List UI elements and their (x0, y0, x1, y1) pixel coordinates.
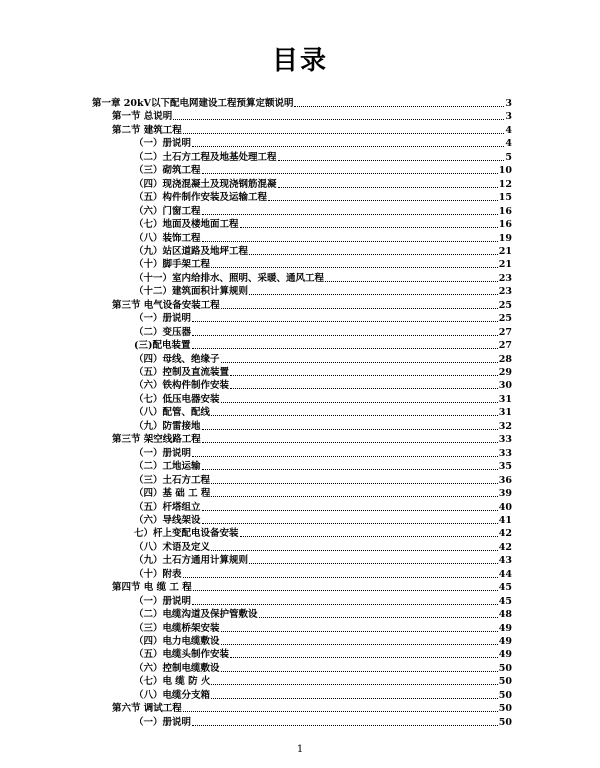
toc-entry-label: （八）配管、配线 (134, 407, 211, 419)
dot-leader (192, 335, 498, 336)
toc-entry-page: 21 (498, 259, 512, 271)
toc-entry[interactable] (134, 245, 512, 258)
toc-entry[interactable] (134, 595, 512, 608)
toc-entry-label: （五）控制及直流装置 (134, 367, 230, 378)
toc-entry[interactable] (112, 702, 512, 715)
toc-entry-page: 23 (498, 272, 512, 284)
toc-entry-label: （九）站区道路及地坪工程 (134, 245, 249, 257)
dot-leader (211, 483, 498, 484)
toc-entry-page: 41 (498, 514, 512, 526)
toc-entry[interactable] (134, 191, 512, 204)
dot-leader (183, 711, 498, 712)
dot-leader (211, 415, 498, 416)
toc-entry[interactable] (134, 541, 512, 554)
dot-leader (202, 523, 498, 524)
dot-leader (192, 348, 498, 349)
toc-entry-label: (三)配电装置 (134, 340, 191, 352)
dot-leader (221, 631, 498, 632)
toc-entry-label: 第六节 调试工程 (112, 703, 182, 715)
toc-entry-label: （七）电 缆 防 火 (134, 676, 211, 688)
dot-leader (183, 133, 505, 134)
toc-entry-page: 27 (498, 326, 512, 338)
toc-entry-page: 35 (498, 461, 512, 473)
toc-entry-label: （一）册说明 (134, 447, 192, 459)
dot-leader (211, 550, 498, 551)
dot-leader (202, 173, 498, 174)
dot-leader (249, 294, 498, 295)
dot-leader (183, 577, 498, 578)
toc-entry[interactable] (92, 97, 512, 110)
toc-entry-label: （五）电缆头制作安装 (134, 649, 230, 661)
toc-entry-page: 3 (505, 111, 512, 123)
toc-entry-label: （十一）室内给排水、照明、采暖、通风工程 (134, 272, 325, 284)
toc-entry-page: 15 (498, 192, 512, 204)
dot-leader (249, 254, 498, 255)
toc-entry[interactable] (112, 299, 512, 312)
toc-entry-page: 33 (498, 434, 512, 446)
dot-leader (221, 671, 498, 672)
toc-entry-page: 40 (498, 501, 512, 513)
toc-entry-page: 29 (498, 367, 512, 378)
dot-leader (211, 684, 497, 685)
toc-entry-label: （四）电力电缆敷设 (134, 636, 220, 647)
toc-entry-page: 31 (498, 393, 512, 405)
toc-entry-label: （九）防雷接地 (134, 420, 201, 432)
toc-entry-label: 第二节 建筑工程 (112, 124, 182, 136)
toc-entry[interactable] (134, 272, 512, 285)
toc-entry-page: 43 (498, 555, 512, 567)
toc-entry-label: （九）土石方通用计算规则 (134, 555, 249, 567)
toc-entry[interactable] (134, 568, 512, 581)
dot-leader (192, 456, 498, 457)
toc-entry-label: （三）砌筑工程 (134, 165, 201, 177)
dot-leader (240, 536, 498, 537)
toc-entry[interactable] (134, 689, 512, 702)
toc-entry-label: （六）门窗工程 (134, 205, 201, 217)
toc-entry-page: 49 (498, 622, 512, 634)
toc-entry-label: （三）电缆桥架安装 (134, 622, 220, 634)
toc-entry-label: （一）册说明 (134, 595, 192, 607)
toc-entry[interactable] (134, 285, 512, 298)
toc-entry-page: 19 (498, 232, 512, 244)
toc-entry[interactable] (134, 420, 512, 433)
toc-entry-label: （二）工地运输 (134, 461, 201, 473)
toc-entry[interactable] (134, 501, 512, 514)
dot-leader (202, 241, 498, 242)
toc-entry-page: 16 (498, 205, 512, 217)
toc-entry-label: （八）术语及定义 (134, 541, 211, 553)
toc-entry-label: （二）土石方工程及地基处理工程 (134, 151, 277, 163)
toc-entry-label: （五）杆塔组立 (134, 501, 201, 513)
toc-entry[interactable] (134, 258, 512, 271)
toc-entry-page: 23 (498, 286, 512, 298)
toc-entry-label: （七）低压电器安装 (134, 393, 220, 405)
toc-entry-page: 50 (498, 662, 512, 674)
dot-leader (192, 725, 498, 726)
toc-entry[interactable] (134, 447, 512, 460)
toc-entry-page: 42 (498, 528, 512, 540)
toc-entry[interactable] (134, 178, 512, 191)
toc-entry[interactable] (134, 608, 512, 621)
toc-entry[interactable] (134, 648, 512, 661)
page-number: 1 (296, 744, 304, 755)
toc-entry-label: （五）构件制作安装及运输工程 (134, 192, 268, 204)
toc-entry-page: 12 (498, 178, 512, 190)
toc-entry-page: 25 (498, 313, 512, 325)
toc-entry-label: （六）铁构件制作安装 (134, 380, 230, 392)
toc-entry[interactable] (134, 205, 512, 218)
dot-leader (221, 402, 498, 403)
toc-entry-page: 44 (498, 568, 512, 580)
toc-entry-label: （一）册说明 (134, 138, 192, 150)
toc-entry-label: 第三节 架空线路工程 (112, 434, 201, 446)
toc-entry[interactable] (134, 339, 512, 352)
toc-entry[interactable] (134, 514, 512, 527)
toc-entry[interactable] (134, 326, 512, 339)
toc-entry-page: 21 (498, 245, 512, 257)
toc-entry[interactable] (112, 124, 512, 137)
toc-entry-page: 4 (505, 124, 512, 136)
toc-entry[interactable] (134, 164, 512, 177)
dot-leader (192, 146, 504, 147)
toc-entry-page: 10 (498, 165, 512, 177)
toc-entry-page: 31 (498, 407, 512, 419)
toc-entry-page: 3 (505, 98, 512, 109)
toc-entry-page: 48 (498, 609, 512, 621)
dot-leader (221, 362, 498, 363)
toc-entry-label: （十）脚手架工程 (134, 259, 211, 271)
toc-entry-page: 4 (505, 138, 512, 150)
toc-entry[interactable] (134, 353, 512, 366)
toc-entry-label: 第一章 20kV以下配电网建设工程预算定额说明 (92, 98, 294, 109)
toc-entry-label: （十）附表 (134, 568, 182, 580)
toc-entry[interactable] (134, 460, 512, 473)
toc-entry-label: （四）现浇混凝土及现浇钢筋混凝 (134, 178, 277, 190)
toc-entry[interactable] (134, 554, 512, 567)
toc-entry[interactable] (134, 675, 512, 688)
toc-entry-page: 45 (498, 595, 512, 607)
toc-entry-page: 45 (498, 582, 512, 594)
toc-entry[interactable] (134, 716, 512, 729)
toc-entry-label: （八）电缆分支箱 (134, 689, 211, 701)
toc-entry-label: （二）电缆沟道及保护管敷设 (134, 609, 258, 621)
toc-entry[interactable] (134, 366, 512, 379)
toc-entry[interactable] (134, 393, 512, 406)
toc-entry[interactable] (134, 151, 512, 164)
dot-leader (294, 106, 504, 107)
dot-leader (221, 308, 498, 309)
dot-leader (278, 187, 498, 188)
toc-entry-page: 28 (498, 353, 512, 365)
toc-entry-page: 50 (498, 676, 512, 688)
toc-entry[interactable] (112, 110, 512, 123)
dot-leader (193, 590, 498, 591)
toc-entry[interactable] (134, 218, 512, 231)
toc-entry-label: （六）控制电缆敷设 (134, 662, 220, 674)
toc-entry-page: 49 (498, 649, 512, 661)
toc-entry-label: （六）导线架设 (134, 514, 201, 526)
toc-entry-page: 39 (498, 488, 512, 500)
toc-entry-page: 50 (498, 716, 512, 728)
toc-entry[interactable] (134, 137, 512, 150)
toc-entry-page: 50 (498, 703, 512, 715)
toc-entry[interactable] (134, 527, 512, 540)
dot-leader (268, 200, 498, 201)
toc-entry[interactable] (112, 433, 512, 446)
toc-entry[interactable] (134, 622, 512, 635)
toc-entry-page: 36 (498, 474, 512, 486)
toc-entry[interactable] (134, 474, 512, 487)
toc-entry-label: （四）母线、绝缘子 (134, 353, 220, 365)
dot-leader (221, 644, 498, 645)
dot-leader (192, 321, 498, 322)
toc-entry-page: 16 (498, 219, 512, 231)
toc-entry-page: 27 (498, 340, 512, 352)
toc-entry[interactable] (134, 406, 512, 419)
dot-leader (230, 388, 498, 389)
toc-entry[interactable] (134, 379, 512, 392)
toc-entry-page: 25 (498, 299, 512, 311)
toc-entry[interactable] (134, 232, 512, 245)
toc-entry-label: （四）基 础 工 程 (134, 488, 211, 500)
dot-leader (202, 442, 498, 443)
dot-leader (240, 227, 498, 228)
dot-leader (259, 617, 498, 618)
toc-entry-page: 32 (498, 420, 512, 432)
dot-leader (249, 563, 498, 564)
dot-leader (192, 604, 498, 605)
toc-entry-page: 30 (498, 380, 512, 392)
dot-leader (278, 160, 505, 161)
toc-entry-label: （二）变压器 (134, 326, 192, 338)
dot-leader (202, 510, 498, 511)
toc-entry[interactable] (134, 635, 512, 648)
dot-leader (202, 214, 498, 215)
toc-entry-page: 5 (505, 151, 512, 163)
toc-entry[interactable] (134, 662, 512, 675)
dot-leader (202, 429, 498, 430)
dot-leader (230, 657, 498, 658)
dot-leader (211, 267, 498, 268)
toc-entry-label: （一）册说明 (134, 716, 192, 728)
toc-entry[interactable] (134, 487, 512, 500)
toc-entry-label: 第一节 总说明 (112, 111, 173, 123)
dot-leader (211, 496, 497, 497)
toc-entry[interactable] (134, 312, 512, 325)
toc-entry-page: 33 (498, 447, 512, 459)
dot-leader (202, 469, 498, 470)
toc-entry-label: （一）册说明 (134, 313, 192, 325)
toc-entry-page: 49 (498, 636, 512, 647)
dot-leader (211, 698, 498, 699)
toc-entry-label: （三）土石方工程 (134, 474, 211, 486)
toc-entry[interactable] (112, 581, 512, 594)
dot-leader (230, 375, 498, 376)
dot-leader (325, 281, 498, 282)
toc-entry-label: 第三节 电气设备安装工程 (112, 299, 220, 311)
toc-entry-label: （七）地面及楼地面工程 (134, 219, 239, 231)
toc-entry-label: 七）杆上变配电设备安装 (134, 528, 239, 540)
toc-entry-label: （八）装饰工程 (134, 232, 201, 244)
page-title: 目录 (271, 46, 328, 76)
toc-entry-label: 第四节 电 缆 工 程 (112, 582, 192, 594)
dot-leader (173, 119, 504, 120)
toc-entry-page: 50 (498, 689, 512, 701)
toc-entry-label: （十二）建筑面积计算规则 (134, 286, 249, 298)
toc-entry-page: 42 (498, 541, 512, 553)
